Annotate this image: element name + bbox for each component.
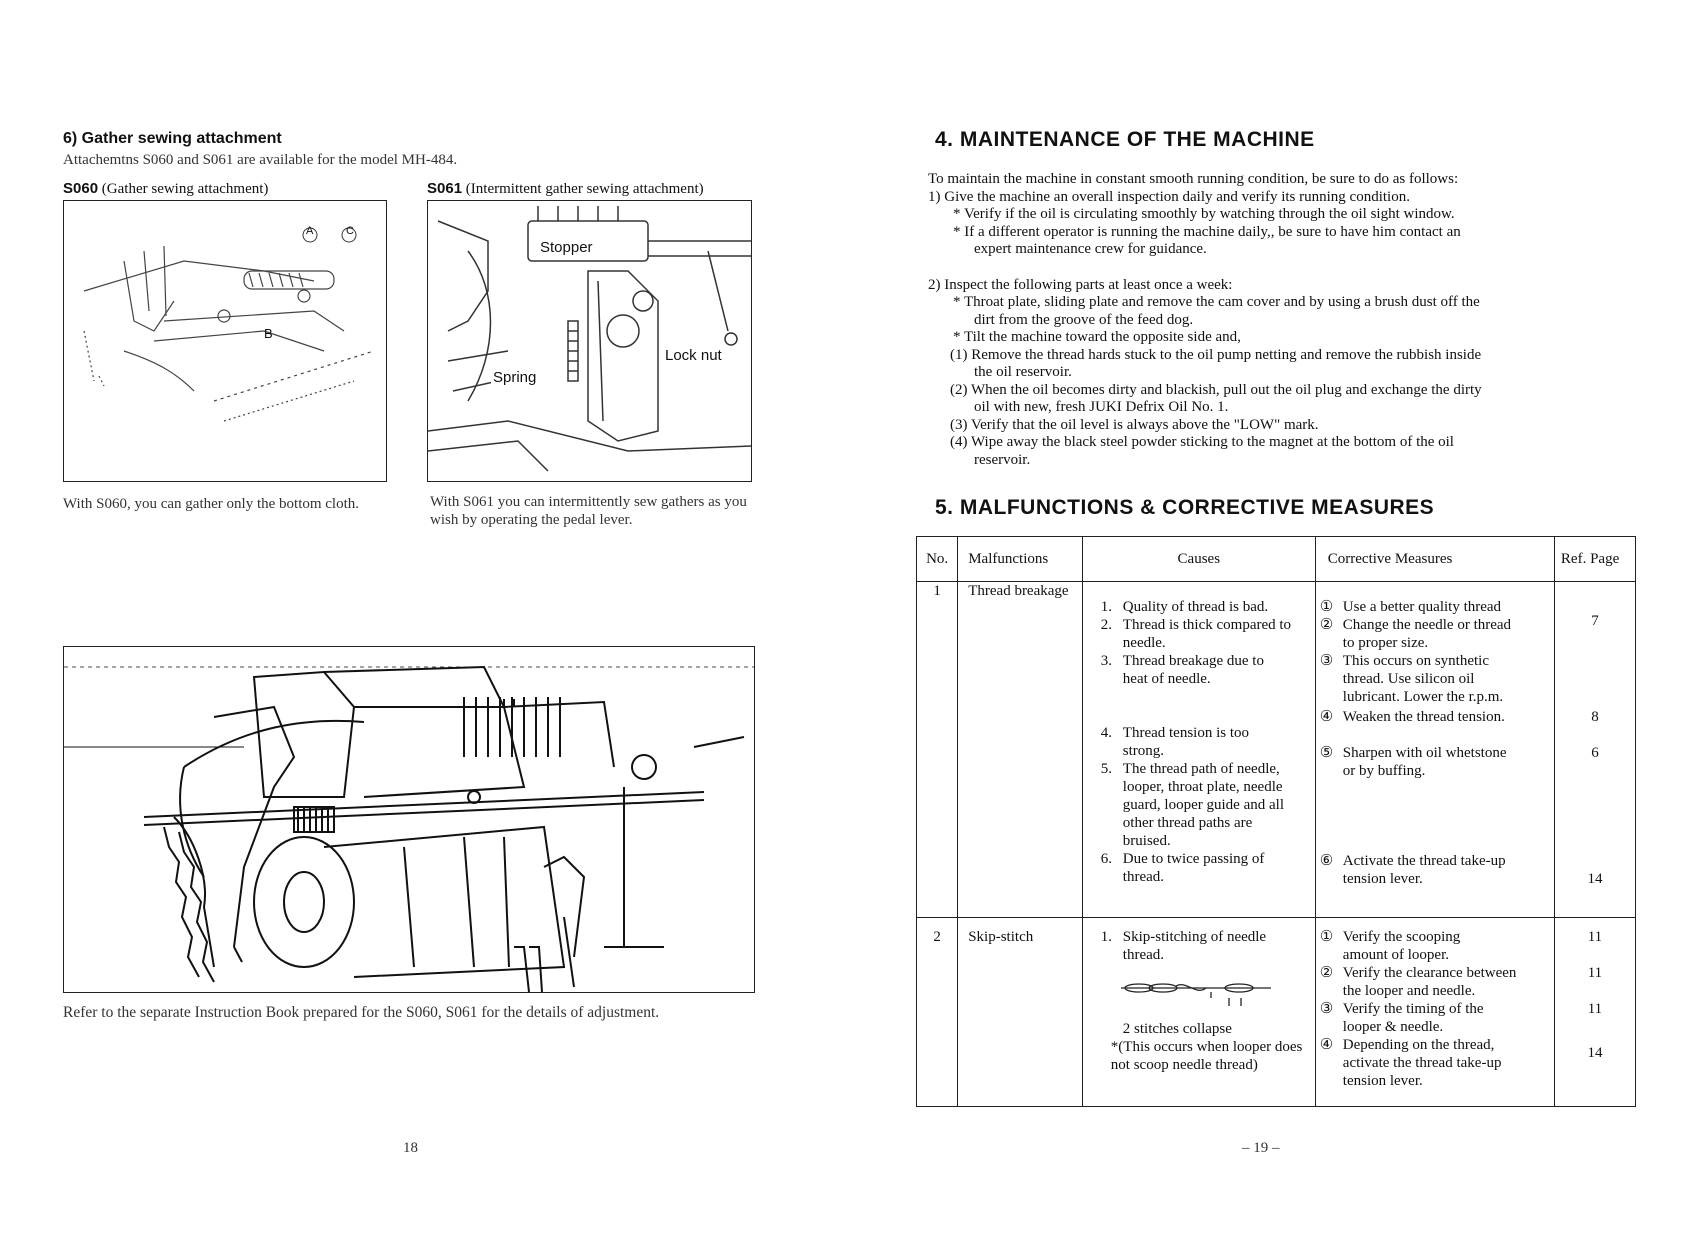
ref-page: 6 <box>1591 745 1599 761</box>
cause-item: 2. Thread is thick compared to needle. <box>1100 617 1292 651</box>
machine-illustration <box>64 647 754 992</box>
weekly-line-4: (1) Remove the thread hards stuck to the oil pump netting and remove the rubbish inside <box>950 346 1482 363</box>
row2-refs <box>1554 918 1635 1107</box>
maintenance-item-1-bullet-1: * Verify if the oil is circulating smoothly by watching through the oil sight window. <box>953 206 1455 222</box>
weekly-line-1: * Throat plate, sliding plate and remove the cam cover and by using a brush dust off the <box>953 294 1480 310</box>
weekly-line-9: (4) Wipe away the black steel powder sticking to the magnet at the bottom of the oil <box>950 434 1454 450</box>
measure-item: ④ Depending on the thread, activate the thread take-up tension lever. <box>1319 1037 1502 1089</box>
weekly-line-7: oil with new, fresh JUKI Defrix Oil No. 1. <box>974 399 1229 415</box>
row1-causes <box>1082 582 1315 918</box>
header-measures: Corrective Measures <box>1315 537 1554 582</box>
label-lock-nut: Lock nut <box>665 347 722 364</box>
gather-section-title: 6) Gather sewing attachment <box>63 130 282 147</box>
fig1-code: S060 <box>63 180 99 197</box>
skip-stitch-note: *(This occurs when looper does not scoop needle thread) <box>1110 1039 1303 1073</box>
fig2-code: S061 <box>427 180 463 197</box>
ref-page: 11 <box>1587 965 1603 981</box>
gather-intro: Attachemtns S060 and S061 are available for the model MH-484. <box>63 152 458 168</box>
table-header-row <box>917 537 1636 582</box>
measure-item: ① Verify the scooping amount of looper. <box>1319 929 1461 963</box>
fig1-caption: With S060, you can gather only the bottom cloth. <box>63 496 360 512</box>
measure-item: ③ Verify the timing of the looper & needle. <box>1319 1001 1484 1035</box>
fig2-caption: With S061 you can intermittently sew gathers as you wish by operating the pedal lever. <box>430 494 747 528</box>
adjustment-note: Refer to the separate Instruction Book prepared for the S060, S061 for the details of adjustment. <box>63 1004 660 1021</box>
row2-malfunction: Skip-stitch <box>958 918 1083 1107</box>
label-c: C <box>346 225 354 237</box>
malfunctions-table <box>916 536 1636 1107</box>
malfunctions-title: 5. MALFUNCTIONS & CORRECTIVE MEASURES <box>935 496 1435 519</box>
page-number-right: – 19 – <box>1242 1140 1280 1156</box>
header-causes: Causes <box>1082 537 1315 582</box>
table-row <box>917 582 1636 918</box>
measure-item: ① Use a better quality thread <box>1319 599 1502 615</box>
measure-item: ③ This occurs on synthetic thread. Use silicon oil lubricant. Lower the r.p.m. <box>1319 653 1504 705</box>
weekly-line-8: (3) Verify that the oil level is always above the "LOW" mark. <box>950 416 1319 433</box>
measure-item: ④ Weaken the thread tension. <box>1319 709 1505 725</box>
cause-item: 6. Due to twice passing of thread. <box>1100 851 1265 885</box>
maintenance-intro: To maintain the machine in constant smooth running condition, be sure to do as follows: <box>928 171 1459 187</box>
fig2-heading <box>427 180 704 198</box>
label-spring: Spring <box>493 369 537 386</box>
s061-figure <box>427 200 752 482</box>
maintenance-item-2: 2) Inspect the following parts at least once a week: <box>928 276 1233 293</box>
table-row <box>917 918 1636 1107</box>
stitch-diagram <box>1121 970 1271 1010</box>
maintenance-title: 4. MAINTENANCE OF THE MACHINE <box>935 128 1315 151</box>
ref-page: 11 <box>1587 1001 1603 1017</box>
maintenance-item-1-bullet-2: * If a different operator is running the machine daily,, be sure to have him contact an <box>953 223 1461 240</box>
weekly-line-6: (2) When the oil becomes dirty and blackish, pull out the oil plug and exchange the dirty <box>950 381 1482 398</box>
s060-illustration <box>64 201 386 481</box>
cause-item: 1. Skip-stitching of needle thread. <box>1100 929 1267 963</box>
weekly-line-5: the oil reservoir. <box>974 364 1072 380</box>
label-b: B <box>264 326 273 341</box>
row1-refs <box>1554 582 1635 918</box>
maintenance-body <box>928 171 1628 469</box>
row2-causes <box>1082 918 1315 1107</box>
cause-item: 5. The thread path of needle, looper, throat plate, needle guard, looper guide and all other thread paths are bruised. <box>1100 761 1284 849</box>
row1-no: 1 <box>917 582 958 918</box>
row2-measures <box>1315 918 1554 1107</box>
row2-no: 2 <box>917 918 958 1107</box>
weekly-line-2: dirt from the groove of the feed dog. <box>974 311 1194 328</box>
cause-item: 1. Quality of thread is bad. <box>1100 599 1269 615</box>
cause-item: 3. Thread breakage due to heat of needle. <box>1100 653 1264 687</box>
label-stopper: Stopper <box>540 239 593 256</box>
fig1-title: (Gather sewing attachment) <box>101 181 269 197</box>
fig1-heading <box>63 180 268 198</box>
measure-item: ② Change the needle or thread to proper size. <box>1319 617 1512 651</box>
machine-figure <box>63 646 755 993</box>
ref-page: 7 <box>1591 613 1599 629</box>
ref-page: 11 <box>1587 929 1603 945</box>
weekly-line-3: * Tilt the machine toward the opposite side and, <box>953 329 1241 345</box>
ref-page: 14 <box>1587 1045 1603 1061</box>
maintenance-item-1: 1) Give the machine an overall inspection daily and verify its running condition. <box>928 188 1410 205</box>
header-ref: Ref. Page <box>1554 537 1635 582</box>
header-no: No. <box>917 537 958 582</box>
row1-measures <box>1315 582 1554 918</box>
s060-figure <box>63 200 387 482</box>
header-malfunctions: Malfunctions <box>958 537 1083 582</box>
weekly-line-10: reservoir. <box>974 451 1031 468</box>
measure-item: ⑥ Activate the thread take-up tension lever. <box>1319 853 1506 887</box>
fig2-title: (Intermittent gather sewing attachment) <box>465 181 704 197</box>
stitch-collapse-note: 2 stitches collapse <box>1122 1021 1232 1037</box>
measure-item: ② Verify the clearance between the looper and needle. <box>1319 965 1517 999</box>
label-a: A <box>306 225 314 237</box>
page-number-left: 18 <box>403 1140 418 1156</box>
row1-malfunction: Thread breakage <box>958 582 1083 918</box>
ref-page: 14 <box>1587 871 1603 887</box>
measure-item: ⑤ Sharpen with oil whetstone or by buffing. <box>1319 745 1507 779</box>
cause-item: 4. Thread tension is too strong. <box>1100 725 1250 759</box>
maintenance-item-1-bullet-2-cont: expert maintenance crew for guidance. <box>974 241 1207 257</box>
ref-page: 8 <box>1591 709 1599 725</box>
